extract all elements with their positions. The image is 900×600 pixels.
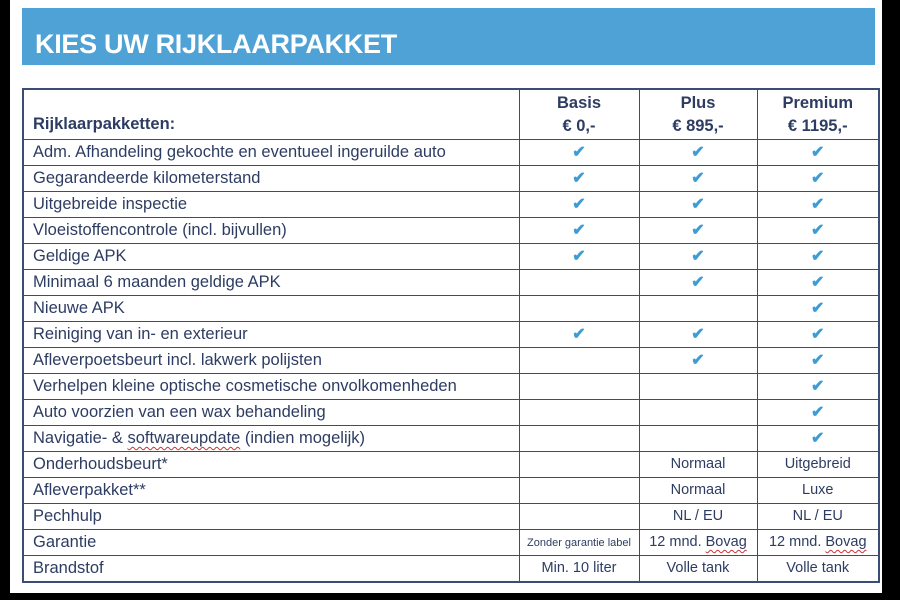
basis-cell	[519, 322, 639, 348]
feature-label: Onderhoudsbeurt*	[23, 452, 519, 478]
package-name: Premium	[782, 94, 854, 112]
plus-cell	[639, 192, 757, 218]
check-icon: ✔	[811, 195, 825, 213]
premium-cell	[757, 530, 879, 556]
cell-value: Volle tank	[666, 559, 730, 576]
premium-cell	[757, 244, 879, 270]
basis-cell	[519, 166, 639, 192]
premium-cell	[757, 192, 879, 218]
premium-cell	[757, 556, 879, 582]
package-comparison-table	[22, 88, 880, 583]
check-icon: ✔	[811, 221, 825, 239]
package-price: € 895,-	[672, 117, 724, 136]
premium-cell	[757, 218, 879, 244]
premium-cell	[757, 296, 879, 322]
basis-cell	[519, 296, 639, 322]
premium-cell	[757, 504, 879, 530]
premium-cell	[757, 374, 879, 400]
table-row	[23, 218, 879, 244]
basis-cell	[519, 348, 639, 374]
check-icon: ✔	[811, 325, 825, 343]
plus-cell	[639, 504, 757, 530]
page-title: KIES UW RIJKLAARPAKKET	[35, 29, 397, 59]
table-row	[23, 140, 879, 166]
feature-label: Geldige APK	[23, 244, 519, 270]
table-row	[23, 400, 879, 426]
premium-cell	[757, 426, 879, 452]
cell-value: Uitgebreid	[784, 455, 851, 472]
table-row	[23, 244, 879, 270]
cell-value: Luxe	[802, 481, 834, 498]
plus-cell	[639, 244, 757, 270]
table-row	[23, 374, 879, 400]
check-icon: ✔	[811, 247, 825, 265]
plus-cell	[639, 348, 757, 374]
check-icon: ✔	[691, 273, 705, 291]
basis-cell	[519, 530, 639, 556]
basis-cell	[519, 504, 639, 530]
feature-label: Minimaal 6 maanden geldige APK	[23, 270, 519, 296]
feature-label: Gegarandeerde kilometerstand	[23, 166, 519, 192]
check-icon: ✔	[572, 143, 586, 161]
cell-value: Min. 10 liter	[541, 559, 617, 576]
check-icon: ✔	[572, 195, 586, 213]
column-header-basis	[519, 89, 639, 140]
plus-cell	[639, 374, 757, 400]
check-icon: ✔	[572, 325, 586, 343]
basis-cell	[519, 426, 639, 452]
table-row	[23, 426, 879, 452]
basis-cell	[519, 270, 639, 296]
check-icon: ✔	[811, 403, 825, 421]
feature-label: Afleverpoetsbeurt incl. lakwerk polijsten	[23, 348, 519, 374]
premium-cell	[757, 166, 879, 192]
table-row	[23, 530, 879, 556]
check-icon: ✔	[691, 351, 705, 369]
package-name: Plus	[680, 94, 716, 112]
table-body	[23, 140, 879, 582]
misspelled-word: Bovag	[825, 533, 867, 550]
check-icon: ✔	[811, 143, 825, 161]
plus-cell	[639, 556, 757, 582]
cell-value: NL / EU	[672, 507, 724, 524]
basis-cell	[519, 374, 639, 400]
check-icon: ✔	[811, 377, 825, 395]
cell-value: Normaal	[670, 455, 726, 472]
check-icon: ✔	[811, 299, 825, 317]
feature-label: Adm. Afhandeling gekochte en eventueel ingeruilde auto	[23, 140, 519, 166]
cell-value: 12 mnd. Bovag	[768, 533, 867, 550]
table-row	[23, 348, 879, 374]
basis-cell	[519, 218, 639, 244]
column-header-plus	[639, 89, 757, 140]
check-icon: ✔	[691, 247, 705, 265]
premium-cell	[757, 478, 879, 504]
plus-cell	[639, 426, 757, 452]
plus-cell	[639, 166, 757, 192]
check-icon: ✔	[811, 429, 825, 447]
table-row	[23, 166, 879, 192]
plus-cell	[639, 140, 757, 166]
cell-value: Volle tank	[786, 559, 850, 576]
misspelled-word: softwareupdate	[127, 429, 241, 448]
plus-cell	[639, 400, 757, 426]
check-icon: ✔	[691, 143, 705, 161]
feature-label: Afleverpakket**	[23, 478, 519, 504]
premium-cell	[757, 322, 879, 348]
table-row	[23, 504, 879, 530]
table-row	[23, 478, 879, 504]
premium-cell	[757, 400, 879, 426]
premium-cell	[757, 452, 879, 478]
page-background	[10, 0, 882, 593]
cell-value: Zonder garantie label	[527, 537, 631, 550]
table-row	[23, 296, 879, 322]
feature-label: Uitgebreide inspectie	[23, 192, 519, 218]
check-icon: ✔	[691, 195, 705, 213]
misspelled-word: Bovag	[705, 533, 747, 550]
check-icon: ✔	[811, 169, 825, 187]
cell-value: Normaal	[670, 481, 726, 498]
check-icon: ✔	[811, 351, 825, 369]
cell-value: NL / EU	[792, 507, 843, 524]
basis-cell	[519, 452, 639, 478]
premium-cell	[757, 348, 879, 374]
table-row	[23, 270, 879, 296]
plus-cell	[639, 270, 757, 296]
package-price: € 0,-	[562, 117, 596, 136]
feature-label: Nieuwe APK	[23, 296, 519, 322]
basis-cell	[519, 478, 639, 504]
feature-label: Auto voorzien van een wax behandeling	[23, 400, 519, 426]
basis-cell	[519, 556, 639, 582]
table-row	[23, 192, 879, 218]
check-icon: ✔	[572, 221, 586, 239]
plus-cell	[639, 218, 757, 244]
plus-cell	[639, 452, 757, 478]
feature-label: Navigatie- & softwareupdate (indien mogelijk)	[23, 426, 519, 452]
title-bar	[22, 8, 875, 65]
feature-label: Vloeistoffencontrole (incl. bijvullen)	[23, 218, 519, 244]
basis-cell	[519, 400, 639, 426]
feature-label: Pechhulp	[23, 504, 519, 530]
premium-cell	[757, 270, 879, 296]
plus-cell	[639, 478, 757, 504]
check-icon: ✔	[572, 247, 586, 265]
package-price: € 1195,-	[787, 117, 848, 136]
package-name: Basis	[556, 94, 602, 112]
table-header-row	[23, 89, 879, 140]
feature-label: Garantie	[23, 530, 519, 556]
basis-cell	[519, 140, 639, 166]
feature-label: Verhelpen kleine optische cosmetische onvolkomenheden	[23, 374, 519, 400]
basis-cell	[519, 244, 639, 270]
plus-cell	[639, 322, 757, 348]
check-icon: ✔	[811, 273, 825, 291]
check-icon: ✔	[691, 169, 705, 187]
check-icon: ✔	[691, 221, 705, 239]
column-header-premium	[757, 89, 879, 140]
feature-label: Brandstof	[23, 556, 519, 582]
corner-label: Rijklaarpakketten:	[23, 89, 519, 140]
cell-value: 12 mnd. Bovag	[649, 533, 747, 550]
feature-label: Reiniging van in- en exterieur	[23, 322, 519, 348]
plus-cell	[639, 296, 757, 322]
table-row	[23, 322, 879, 348]
table-row	[23, 452, 879, 478]
premium-cell	[757, 140, 879, 166]
basis-cell	[519, 192, 639, 218]
plus-cell	[639, 530, 757, 556]
check-icon: ✔	[572, 169, 586, 187]
table-row	[23, 556, 879, 582]
check-icon: ✔	[691, 325, 705, 343]
